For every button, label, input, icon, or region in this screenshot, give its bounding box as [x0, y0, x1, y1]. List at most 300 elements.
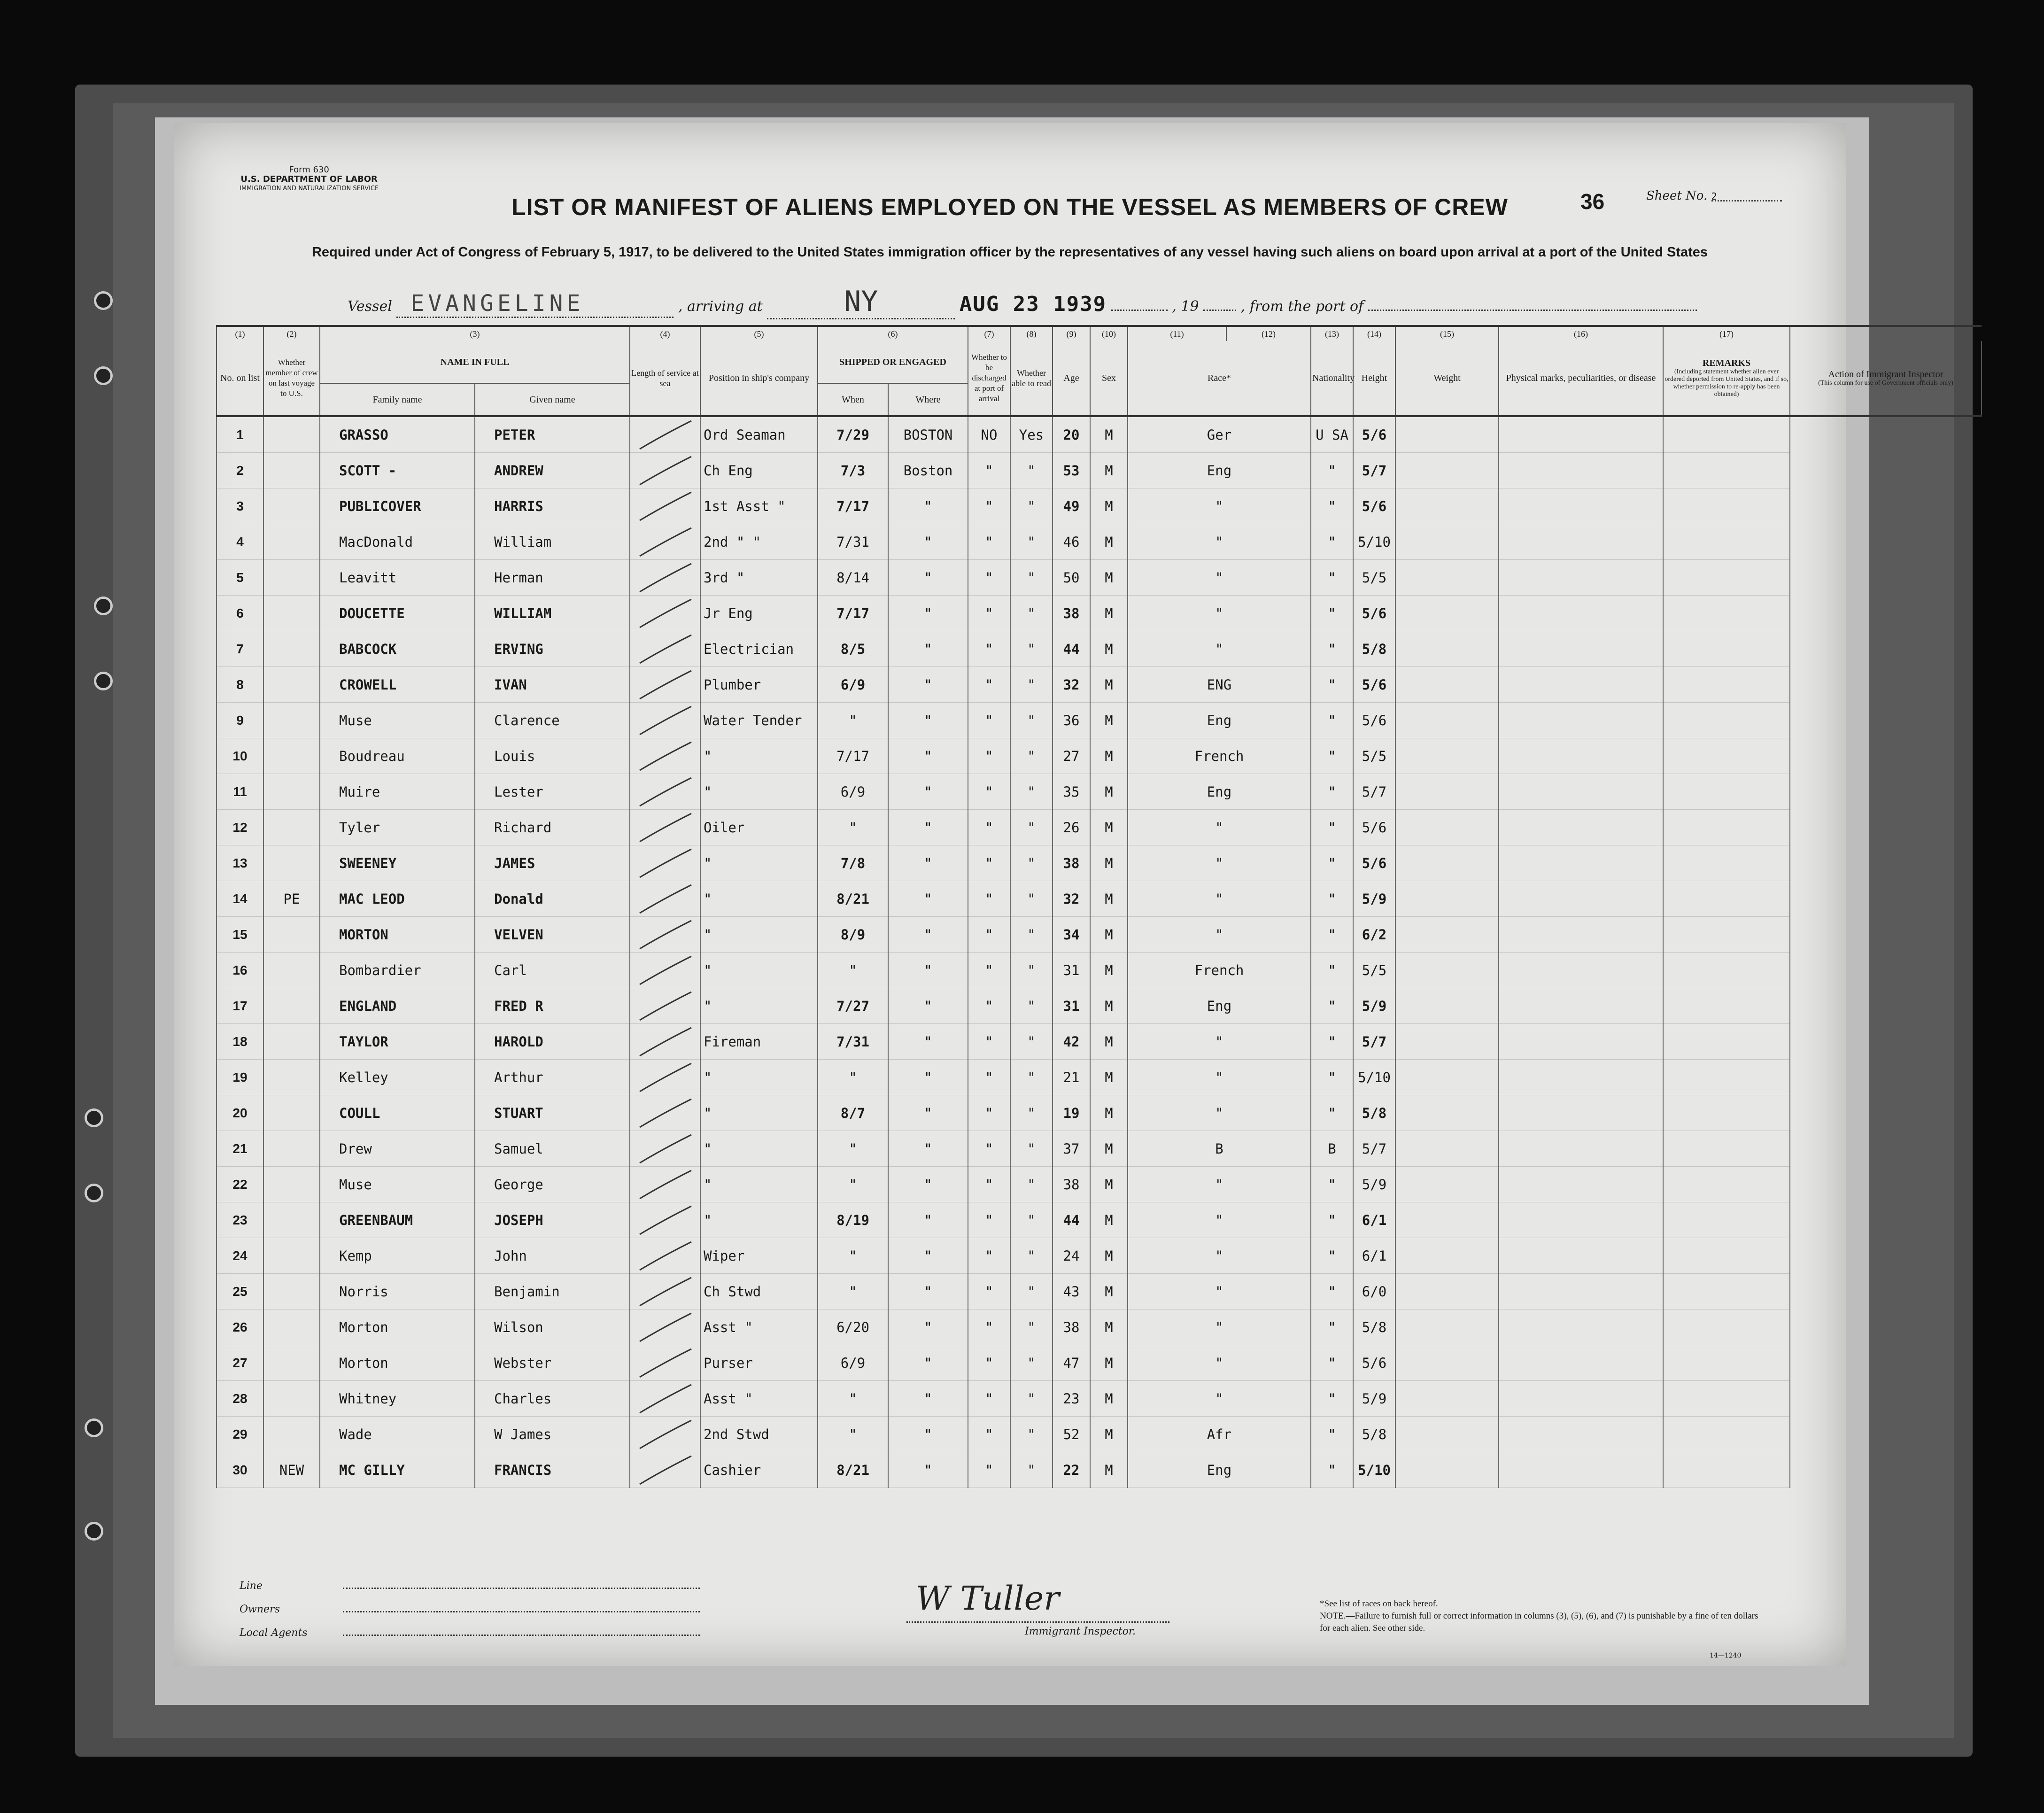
age-cell: 20 [1053, 416, 1090, 453]
position-cell: 1st Asst " [700, 488, 818, 524]
length-tick-mark [630, 490, 696, 523]
row-number-cell: 8 [217, 667, 263, 703]
table-row [217, 1452, 1982, 1488]
family-name-cell: MAC LEOD [320, 881, 475, 917]
crew-last-voyage-cell [263, 416, 320, 453]
length-tick-mark [630, 418, 696, 451]
height-cell: 5/10 [1353, 1452, 1395, 1488]
able-to-read-cell: " [1010, 596, 1053, 631]
length-tick-mark [630, 1168, 696, 1201]
position-cell: Fireman [700, 1024, 818, 1060]
length-of-service-cell [630, 524, 700, 560]
row-number-cell: 19 [217, 1060, 263, 1095]
crew-last-voyage-cell [263, 1417, 320, 1452]
remarks-cell [1663, 667, 1790, 703]
age-cell: 44 [1053, 631, 1090, 667]
agents-label: Local Agents [240, 1627, 308, 1639]
crew-last-voyage-cell [263, 524, 320, 560]
crew-last-voyage-cell [263, 488, 320, 524]
able-to-read-cell: " [1010, 917, 1053, 953]
discharged-cell: " [968, 953, 1010, 988]
header-discharged: Whether to be discharged at port of arrival [968, 341, 1010, 416]
sheet-label: Sheet No. [1646, 189, 1708, 203]
age-cell: 52 [1053, 1417, 1090, 1452]
table-row [217, 810, 1982, 845]
shipped-when-cell: " [818, 703, 888, 738]
length-tick-mark [630, 526, 696, 558]
given-name-cell: ERVING [475, 631, 630, 667]
discharged-cell: " [968, 703, 1010, 738]
physical-marks-cell [1499, 703, 1663, 738]
nationality-cell: " [1311, 1345, 1353, 1381]
race-cell: French [1128, 953, 1311, 988]
header-remarks [1663, 341, 1790, 416]
shipped-where-cell: " [888, 881, 968, 917]
shipped-when-cell: 7/31 [818, 524, 888, 560]
weight-cell [1395, 988, 1499, 1024]
sex-cell: M [1090, 1381, 1128, 1417]
crew-last-voyage-cell [263, 1095, 320, 1131]
given-name-cell: FRANCIS [475, 1452, 630, 1488]
length-tick-mark [630, 597, 696, 630]
discharged-cell: " [968, 810, 1010, 845]
remarks-cell [1663, 488, 1790, 524]
sex-cell: M [1090, 1238, 1128, 1274]
position-cell: Electrician [700, 631, 818, 667]
height-cell: 5/5 [1353, 953, 1395, 988]
physical-marks-cell [1499, 774, 1663, 810]
remarks-cell [1663, 953, 1790, 988]
weight-cell [1395, 1060, 1499, 1095]
length-tick-mark [630, 1240, 696, 1272]
family-name-cell: Wade [320, 1417, 475, 1452]
able-to-read-cell: " [1010, 845, 1053, 881]
height-cell: 5/8 [1353, 1095, 1395, 1131]
sex-cell: M [1090, 1309, 1128, 1345]
given-name-cell: IVAN [475, 667, 630, 703]
able-to-read-cell: " [1010, 524, 1053, 560]
physical-marks-cell [1499, 917, 1663, 953]
manifest-table-wrapper [216, 325, 1982, 1565]
weight-cell [1395, 524, 1499, 560]
table-row [217, 1060, 1982, 1095]
nationality-cell: " [1311, 988, 1353, 1024]
shipped-when-cell: " [818, 1060, 888, 1095]
crew-last-voyage-cell [263, 1202, 320, 1238]
race-cell: Eng [1128, 453, 1311, 488]
race-cell: " [1128, 1095, 1311, 1131]
physical-marks-cell [1499, 988, 1663, 1024]
remarks-cell [1663, 416, 1790, 453]
crew-last-voyage-cell [263, 1381, 320, 1417]
row-number-cell: 5 [217, 560, 263, 596]
length-of-service-cell [630, 1060, 700, 1095]
sex-cell: M [1090, 453, 1128, 488]
discharged-cell: " [968, 453, 1010, 488]
height-cell: 5/8 [1353, 1417, 1395, 1452]
shipped-where-cell: " [888, 488, 968, 524]
table-row [217, 1095, 1982, 1131]
shipped-when-cell: 7/8 [818, 845, 888, 881]
nationality-cell: " [1311, 1274, 1353, 1309]
nationality-cell: " [1311, 881, 1353, 917]
crew-last-voyage-cell [263, 774, 320, 810]
family-name-cell: MacDonald [320, 524, 475, 560]
physical-marks-cell [1499, 524, 1663, 560]
crew-last-voyage-cell [263, 596, 320, 631]
row-number-cell: 4 [217, 524, 263, 560]
age-cell: 37 [1053, 1131, 1090, 1167]
races-note: *See list of races on back hereof. [1320, 1599, 1438, 1609]
race-cell: Ger [1128, 416, 1311, 453]
remarks-cell [1663, 1345, 1790, 1381]
weight-cell [1395, 1024, 1499, 1060]
family-name-cell: Norris [320, 1274, 475, 1309]
punch-hole [85, 1522, 103, 1541]
physical-marks-cell [1499, 1452, 1663, 1488]
given-name-cell: Samuel [475, 1131, 630, 1167]
position-cell: " [700, 738, 818, 774]
length-tick-mark [630, 811, 696, 844]
length-of-service-cell [630, 667, 700, 703]
discharged-cell: " [968, 1345, 1010, 1381]
weight-cell [1395, 1345, 1499, 1381]
nationality-cell: " [1311, 1452, 1353, 1488]
physical-marks-cell [1499, 810, 1663, 845]
row-number-cell: 26 [217, 1309, 263, 1345]
nationality-cell: " [1311, 810, 1353, 845]
shipped-when-cell: 8/19 [818, 1202, 888, 1238]
able-to-read-cell: " [1010, 774, 1053, 810]
shipped-where-cell: " [888, 1417, 968, 1452]
race-cell: Eng [1128, 988, 1311, 1024]
able-to-read-cell: " [1010, 988, 1053, 1024]
weight-cell [1395, 667, 1499, 703]
col-num: (15) [1395, 326, 1499, 341]
discharged-cell: " [968, 488, 1010, 524]
given-name-cell: FRED R [475, 988, 630, 1024]
sex-cell: M [1090, 1345, 1128, 1381]
age-cell: 44 [1053, 1202, 1090, 1238]
weight-cell [1395, 596, 1499, 631]
arriving-label: , arriving at [678, 298, 763, 315]
family-name-cell: GREENBAUM [320, 1202, 475, 1238]
discharged-cell: " [968, 845, 1010, 881]
race-cell: " [1128, 881, 1311, 917]
length-tick-mark [630, 1275, 696, 1308]
remarks-cell [1663, 524, 1790, 560]
weight-cell [1395, 738, 1499, 774]
physical-marks-cell [1499, 1202, 1663, 1238]
age-cell: 38 [1053, 1167, 1090, 1202]
sheet-number [1580, 189, 1782, 214]
age-cell: 31 [1053, 953, 1090, 988]
owners-label: Owners [240, 1604, 280, 1615]
col-num: (10) [1090, 326, 1128, 341]
header-member: Whether member of crew on last voyage to U.S. [263, 341, 320, 416]
row-number-cell: 2 [217, 453, 263, 488]
shipped-when-cell: 8/7 [818, 1095, 888, 1131]
remarks-cell [1663, 1202, 1790, 1238]
given-name-cell: Donald [475, 881, 630, 917]
vessel-label: Vessel [348, 298, 392, 315]
sex-cell: M [1090, 416, 1128, 453]
sex-cell: M [1090, 1417, 1128, 1452]
shipped-where-cell: " [888, 810, 968, 845]
race-cell: " [1128, 488, 1311, 524]
discharged-cell: " [968, 1060, 1010, 1095]
family-name-cell: Drew [320, 1131, 475, 1167]
sex-cell: M [1090, 1167, 1128, 1202]
shipped-when-cell: " [818, 1238, 888, 1274]
sex-cell: M [1090, 1060, 1128, 1095]
physical-marks-cell [1499, 1131, 1663, 1167]
able-to-read-cell: " [1010, 1381, 1053, 1417]
remarks-cell [1663, 453, 1790, 488]
crew-last-voyage-cell [263, 1024, 320, 1060]
weight-cell [1395, 1381, 1499, 1417]
row-number-cell: 25 [217, 1274, 263, 1309]
weight-cell [1395, 560, 1499, 596]
row-number-cell: 30 [217, 1452, 263, 1488]
position-cell: 2nd " " [700, 524, 818, 560]
table-row [217, 953, 1982, 988]
discharged-cell: " [968, 667, 1010, 703]
race-cell: " [1128, 1202, 1311, 1238]
length-tick-mark [630, 704, 696, 737]
table-row [217, 1131, 1982, 1167]
length-of-service-cell [630, 845, 700, 881]
given-name-cell: Richard [475, 810, 630, 845]
physical-marks-cell [1499, 1095, 1663, 1131]
remarks-cell [1663, 596, 1790, 631]
footer-signatures [240, 1574, 700, 1645]
shipped-when-cell: 7/27 [818, 988, 888, 1024]
header-when: When [818, 383, 888, 416]
row-number-cell: 16 [217, 953, 263, 988]
age-cell: 50 [1053, 560, 1090, 596]
height-cell: 5/5 [1353, 560, 1395, 596]
able-to-read-cell: " [1010, 560, 1053, 596]
remarks-cell [1663, 1238, 1790, 1274]
discharged-cell: " [968, 596, 1010, 631]
position-cell: Cashier [700, 1452, 818, 1488]
position-cell: " [700, 1131, 818, 1167]
able-to-read-cell: " [1010, 953, 1053, 988]
col-num: (7) [968, 326, 1010, 341]
nationality-cell: " [1311, 917, 1353, 953]
nationality-cell: " [1311, 596, 1353, 631]
family-name-cell: MC GILLY [320, 1452, 475, 1488]
able-to-read-cell: " [1010, 1417, 1053, 1452]
crew-last-voyage-cell [263, 953, 320, 988]
nationality-cell: " [1311, 774, 1353, 810]
weight-cell [1395, 1309, 1499, 1345]
height-cell: 5/5 [1353, 738, 1395, 774]
from-port-label: , from the port of [1240, 298, 1364, 315]
table-row [217, 1274, 1982, 1309]
sex-cell: M [1090, 1095, 1128, 1131]
race-cell: " [1128, 1238, 1311, 1274]
row-number-cell: 18 [217, 1024, 263, 1060]
age-cell: 32 [1053, 667, 1090, 703]
weight-cell [1395, 416, 1499, 453]
age-cell: 38 [1053, 845, 1090, 881]
discharged-cell: " [968, 1417, 1010, 1452]
race-cell: Eng [1128, 774, 1311, 810]
header-name: NAME IN FULL [320, 341, 630, 383]
position-cell: " [700, 917, 818, 953]
able-to-read-cell: " [1010, 488, 1053, 524]
header-family: Family name [320, 383, 475, 416]
page-number: 36 [1580, 189, 1605, 214]
length-tick-mark [630, 954, 696, 987]
crew-last-voyage-cell [263, 667, 320, 703]
length-tick-mark [630, 740, 696, 773]
age-cell: 31 [1053, 988, 1090, 1024]
length-of-service-cell [630, 1024, 700, 1060]
remarks-cell [1663, 1381, 1790, 1417]
physical-marks-cell [1499, 1345, 1663, 1381]
shipped-when-cell: 7/17 [818, 738, 888, 774]
row-number-cell: 6 [217, 596, 263, 631]
physical-marks-cell [1499, 1238, 1663, 1274]
nationality-cell: " [1311, 631, 1353, 667]
race-cell: " [1128, 631, 1311, 667]
position-cell: " [700, 953, 818, 988]
row-number-cell: 14 [217, 881, 263, 917]
race-cell: " [1128, 1060, 1311, 1095]
sex-cell: M [1090, 810, 1128, 845]
sex-cell: M [1090, 917, 1128, 953]
nationality-cell: " [1311, 1024, 1353, 1060]
col-num: (4) [630, 326, 700, 341]
weight-cell [1395, 1452, 1499, 1488]
col-num: (13) [1311, 326, 1353, 341]
note-label: NOTE. [1320, 1611, 1346, 1621]
header-where: Where [888, 383, 968, 416]
remarks-cell [1663, 1131, 1790, 1167]
given-name-cell: HAROLD [475, 1024, 630, 1060]
nationality-cell: " [1311, 560, 1353, 596]
length-tick-mark [630, 775, 696, 808]
arrival-date: AUG 23 1939 [959, 292, 1107, 316]
shipped-when-cell: " [818, 1381, 888, 1417]
shipped-when-cell: 8/21 [818, 881, 888, 917]
position-cell: " [700, 845, 818, 881]
weight-cell [1395, 453, 1499, 488]
table-row [217, 774, 1982, 810]
length-of-service-cell [630, 703, 700, 738]
discharged-cell: " [968, 1309, 1010, 1345]
position-cell: Water Tender [700, 703, 818, 738]
height-cell: 5/9 [1353, 1167, 1395, 1202]
race-cell: " [1128, 845, 1311, 881]
able-to-read-cell: " [1010, 631, 1053, 667]
length-tick-mark [630, 454, 696, 487]
length-tick-mark [630, 1418, 696, 1451]
discharged-cell: " [968, 917, 1010, 953]
length-of-service-cell [630, 631, 700, 667]
height-cell: 6/1 [1353, 1238, 1395, 1274]
sex-cell: M [1090, 488, 1128, 524]
discharged-cell: " [968, 1274, 1010, 1309]
given-name-cell: Herman [475, 560, 630, 596]
sex-cell: M [1090, 596, 1128, 631]
able-to-read-cell: " [1010, 1131, 1053, 1167]
remarks-note: (Including statement whether alien ever ordered deported from United States, and if so, whether permission to re-apply has been obtained) [1665, 368, 1788, 398]
position-cell: " [700, 1202, 818, 1238]
weight-cell [1395, 1167, 1499, 1202]
physical-marks-cell [1499, 881, 1663, 917]
punch-hole [94, 672, 113, 690]
able-to-read-cell: " [1010, 1345, 1053, 1381]
shipped-when-cell: 6/20 [818, 1309, 888, 1345]
age-cell: 46 [1053, 524, 1090, 560]
header-sex: Sex [1090, 341, 1128, 416]
height-cell: 5/10 [1353, 1060, 1395, 1095]
shipped-where-cell: " [888, 1309, 968, 1345]
weight-cell [1395, 1274, 1499, 1309]
family-name-cell: ENGLAND [320, 988, 475, 1024]
shipped-where-cell: " [888, 1274, 968, 1309]
row-number-cell: 29 [217, 1417, 263, 1452]
height-cell: 5/6 [1353, 1345, 1395, 1381]
table-row [217, 667, 1982, 703]
position-cell: Asst " [700, 1381, 818, 1417]
able-to-read-cell: " [1010, 1024, 1053, 1060]
position-cell: Plumber [700, 667, 818, 703]
shipped-when-cell: " [818, 1167, 888, 1202]
crew-last-voyage-cell [263, 631, 320, 667]
age-cell: 35 [1053, 774, 1090, 810]
remarks-cell [1663, 810, 1790, 845]
height-cell: 6/0 [1353, 1274, 1395, 1309]
vessel-name: EVANGELINE [396, 290, 674, 318]
footnote [1320, 1598, 1761, 1635]
remarks-cell [1663, 988, 1790, 1024]
length-tick-mark [630, 668, 696, 701]
able-to-read-cell: " [1010, 1274, 1053, 1309]
row-number-cell: 3 [217, 488, 263, 524]
length-tick-mark [630, 1061, 696, 1094]
nationality-cell: " [1311, 1309, 1353, 1345]
race-cell: " [1128, 596, 1311, 631]
table-row [217, 1381, 1982, 1417]
discharged-cell: " [968, 1381, 1010, 1417]
age-cell: 47 [1053, 1345, 1090, 1381]
shipped-where-cell: " [888, 738, 968, 774]
height-cell: 5/9 [1353, 988, 1395, 1024]
nationality-cell: " [1311, 953, 1353, 988]
header-length: Length of service at sea [630, 341, 700, 416]
race-cell: " [1128, 1381, 1311, 1417]
physical-marks-cell [1499, 416, 1663, 453]
table-row [217, 1167, 1982, 1202]
row-number-cell: 15 [217, 917, 263, 953]
row-number-cell: 11 [217, 774, 263, 810]
row-number-cell: 13 [217, 845, 263, 881]
table-row [217, 1238, 1982, 1274]
position-cell: Ch Eng [700, 453, 818, 488]
table-row [217, 1024, 1982, 1060]
family-name-cell: TAYLOR [320, 1024, 475, 1060]
height-cell: 5/7 [1353, 453, 1395, 488]
col-num: (2) [263, 326, 320, 341]
shipped-where-cell: " [888, 667, 968, 703]
sex-cell: M [1090, 845, 1128, 881]
shipped-when-cell: 8/9 [818, 917, 888, 953]
